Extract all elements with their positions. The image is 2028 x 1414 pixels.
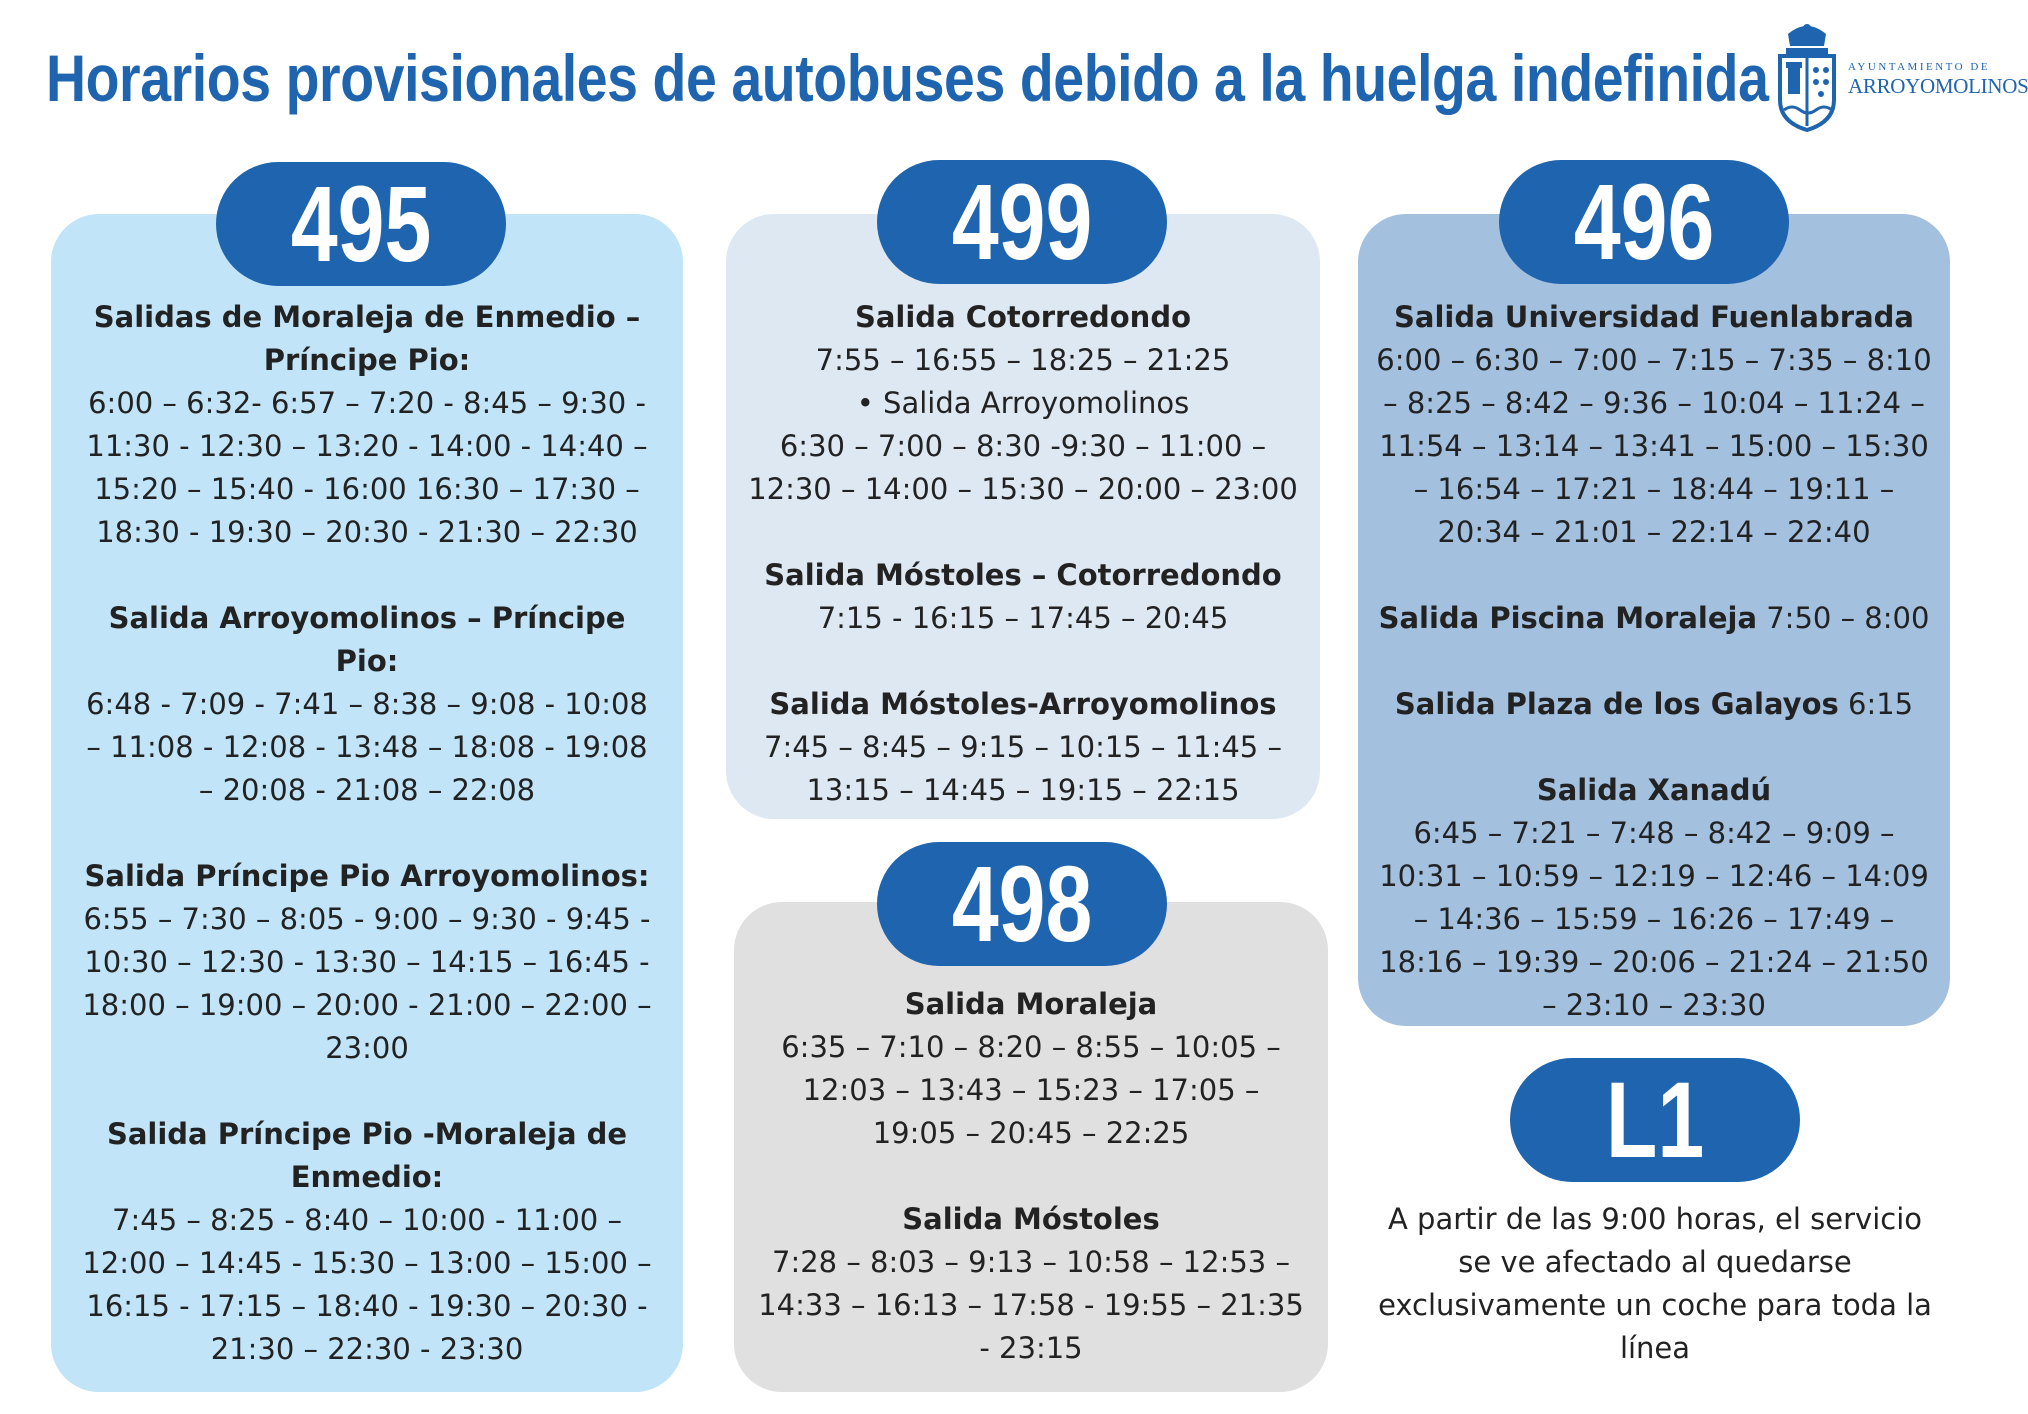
route-496-s4-title: Salida Xanadú	[1536, 773, 1772, 807]
route-495-s3-times: 6:55 – 7:30 – 8:05 - 9:00 – 9:30 - 9:45 - 10:30 – 12:30 - 13:30 – 14:15 – 16:45 - 18:00 – 19:00 – 20:00 - 21:00 – 22:00 – 23:00	[82, 902, 652, 1065]
route-499-s1-title: Salida Cotorredondo	[854, 300, 1192, 334]
route-L1-number: L1	[1605, 1059, 1705, 1180]
route-496-s4-times: 6:45 – 7:21 – 7:48 – 8:42 – 9:09 – 10:31 – 10:59 – 12:19 – 12:46 – 14:09 – 14:36 – 15:59 – 16:26 – 17:49 – 18:16 – 19:39 – 20:06 – 21:24 – 21:50 – 23:10 – 23:30	[1379, 816, 1929, 1022]
route-495-s2-title: Salida Arroyomolinos – Príncipe Pio:	[108, 601, 626, 678]
route-498-badge	[877, 842, 1167, 966]
route-L1-note	[1378, 1198, 1932, 1370]
route-495-s4-title: Salida Príncipe Pio -Moraleja de Enmedio:	[106, 1117, 628, 1194]
logo-line2: ARROYOMOLINOS	[1848, 74, 2028, 98]
route-L1-note-text: A partir de las 9:00 horas, el servicio se ve afectado al quedarse exclusivamente un coche para toda la línea	[1378, 1202, 1932, 1365]
route-495-content	[76, 296, 658, 1371]
route-496-s3-title: Salida Plaza de los Galayos	[1394, 687, 1839, 721]
route-499-s1-times: 7:55 – 16:55 – 18:25 – 21:25	[815, 343, 1231, 377]
logo	[1772, 22, 2028, 134]
route-495-s4-times: 7:45 – 8:25 - 8:40 – 10:00 - 11:00 – 12:00 – 14:45 - 15:30 – 13:00 – 15:00 – 16:15 - 17:15 – 18:40 - 19:30 – 20:30 - 21:30 – 22:30 - 23:30	[82, 1203, 652, 1366]
route-496-content	[1376, 296, 1932, 1027]
route-499-s1-sub: • Salida Arroyomolinos	[856, 386, 1190, 420]
page-title: Horarios provisionales de autobuses debido a la huelga indefinida	[46, 41, 1769, 115]
route-496-s3-times: 6:15	[1848, 687, 1914, 721]
route-499-s1-sub-times: 6:30 – 7:00 – 8:30 -9:30 – 11:00 – 12:30 – 14:00 – 15:30 – 20:00 – 23:00	[748, 429, 1298, 506]
route-499-content	[746, 296, 1300, 812]
route-496-s1-times: 6:00 – 6:30 – 7:00 – 7:15 – 7:35 – 8:10 – 8:25 – 8:42 – 9:36 – 10:04 – 11:24 – 11:54 – 13:14 – 13:41 – 15:00 – 15:30 – 16:54 – 17:21 – 18:44 – 19:11 – 20:34 – 21:01 – 22:14 – 22:40	[1376, 343, 1932, 549]
route-499-badge	[877, 160, 1167, 284]
route-495-number: 495	[290, 163, 432, 284]
route-499-s3-times: 7:45 – 8:45 – 9:15 – 10:15 – 11:45 – 13:15 – 14:45 – 19:15 – 22:15	[764, 730, 1282, 807]
route-495-s1-times: 6:00 – 6:32- 6:57 – 7:20 - 8:45 – 9:30 - 11:30 - 12:30 – 13:20 - 14:00 - 14:40 – 15:20 – 15:40 - 16:00 16:30 – 17:30 – 18:30 - 19:30 – 20:30 - 21:30 – 22:30	[86, 386, 648, 549]
route-498-s2-title: Salida Móstoles	[902, 1202, 1160, 1236]
route-496-s2-title: Salida Piscina Moraleja	[1378, 601, 1758, 635]
route-498-number: 498	[951, 843, 1093, 964]
route-496-number: 496	[1573, 161, 1715, 282]
route-496-s1-title: Salida Universidad Fuenlabrada	[1394, 300, 1914, 334]
route-498-s1-times: 6:35 – 7:10 – 8:20 – 8:55 – 10:05 – 12:03 – 13:43 – 15:23 – 17:05 – 19:05 – 20:45 – 22:25	[781, 1030, 1281, 1150]
route-496-s2-times: 7:50 – 8:00	[1766, 601, 1930, 635]
route-495-s3-title: Salida Príncipe Pio Arroyomolinos:	[84, 859, 650, 893]
route-499-s3-title: Salida Móstoles-Arroyomolinos	[769, 687, 1277, 721]
logo-line1: AYUNTAMIENTO DE	[1848, 61, 1991, 73]
route-498-s1-title: Salida Moraleja	[904, 987, 1158, 1021]
route-499-s2-times: 7:15 - 16:15 – 17:45 – 20:45	[817, 601, 1229, 635]
route-498-content	[758, 983, 1304, 1370]
coat-of-arms-icon	[1772, 22, 1842, 134]
route-496-badge	[1499, 160, 1789, 284]
route-495-badge	[216, 162, 506, 286]
route-498-s2-times: 7:28 – 8:03 – 9:13 – 10:58 – 12:53 – 14:33 – 16:13 – 17:58 - 19:55 – 21:35 - 23:15	[758, 1245, 1304, 1365]
route-495-s2-times: 6:48 - 7:09 - 7:41 – 8:38 – 9:08 - 10:08 – 11:08 - 12:08 - 13:48 – 18:08 - 19:08 – 20:08 - 21:08 – 22:08	[86, 687, 648, 807]
route-499-s2-title: Salida Móstoles – Cotorredondo	[764, 558, 1282, 592]
route-499-number: 499	[951, 161, 1093, 282]
route-L1-badge	[1510, 1058, 1800, 1182]
route-495-s1-title: Salidas de Moraleja de Enmedio – Príncipe Pio:	[93, 300, 641, 377]
